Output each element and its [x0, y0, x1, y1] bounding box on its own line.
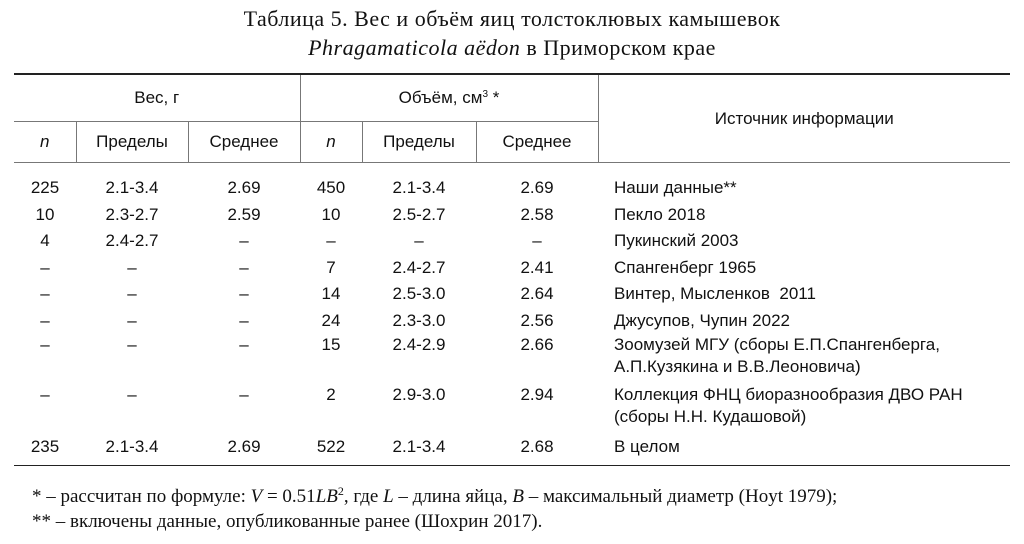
table-row [14, 228, 1010, 255]
volume-mean-cell: 2.66 [520, 335, 554, 354]
volume-n-cell: 24 [321, 310, 341, 330]
weight-n-cell: 225 [30, 178, 60, 197]
volume-range-cell: 2.9-3.0 [392, 385, 446, 404]
weight-n-cell: 10 [35, 204, 55, 224]
source-line2: (сборы Н.Н. Кудашовой) [614, 407, 807, 426]
table-row [14, 434, 1010, 465]
weight-mean-cell: – [239, 257, 249, 277]
weight-n-cell: 235 [14, 434, 76, 465]
weight-mean-cell: 2.69 [188, 434, 300, 465]
weight-range-cell: – [127, 257, 137, 277]
header-volume: Объём, $см^3$ * [300, 74, 598, 122]
weight-range-cell: – [127, 385, 137, 404]
volume-n-cell: – [326, 231, 336, 250]
weight-mean-cell: – [239, 284, 249, 303]
weight-n-cell: – [40, 335, 50, 354]
header-source: Источник информации [598, 74, 1010, 163]
source-cell: Винтер, Мысленков 2011 [614, 284, 816, 303]
source-cell: Пукинский 2003 [614, 231, 739, 250]
weight-range-cell: – [127, 335, 137, 354]
weight-n-cell: – [40, 284, 50, 303]
header-weight-mean: Среднее [188, 122, 300, 163]
table-row [14, 281, 1010, 308]
volume-n-cell: 10 [321, 204, 341, 224]
weight-mean-cell: – [239, 335, 249, 354]
volume-range-cell: 2.3-3.0 [392, 310, 446, 330]
source-cell: Джусупов, Чупин 2022 [614, 310, 790, 330]
header-volume-mean: Среднее [476, 122, 598, 163]
table-row [14, 202, 1010, 229]
volume-n-cell: 450 [316, 178, 346, 197]
volume-n-cell: 7 [326, 257, 336, 277]
table-row [14, 384, 1010, 434]
source-cell [598, 384, 1010, 434]
header-weight-n: n [14, 122, 76, 163]
table-row [14, 334, 1010, 384]
footnote-formula: * – рассчитан по формуле: $V = 0.51LB^2$, где L – длина яйца, B – максимальный диаметр (Hoyt 1979); [32, 484, 838, 507]
weight-mean-cell: 2.69 [227, 178, 261, 197]
table-caption-line1: Таблица 5. Вес и объём яиц толстоклювых камышевок [243, 6, 781, 31]
weight-range-cell: – [127, 310, 137, 330]
table-body [14, 163, 1010, 466]
volume-mean-cell: 2.64 [520, 284, 554, 303]
weight-range-cell: 2.4-2.7 [105, 231, 159, 250]
volume-mean-cell: 2.68 [476, 434, 598, 465]
volume-range-cell: – [414, 231, 424, 250]
volume-n-cell: 2 [326, 385, 336, 404]
weight-range-cell: 2.3-2.7 [105, 204, 159, 224]
table-row [14, 163, 1010, 202]
volume-range-cell: 2.5-2.7 [392, 204, 446, 224]
source-line1: Зоомузей МГУ (сборы Е.П.Спангенберга, [614, 335, 940, 354]
header-volume-range: Пределы [362, 122, 476, 163]
table-caption-line2 [0, 35, 1024, 61]
source-cell: Наши данные** [614, 178, 737, 197]
weight-mean-cell: 2.59 [227, 204, 261, 224]
volume-range-cell: 2.4-2.7 [392, 257, 446, 277]
header-weight-range: Пределы [76, 122, 188, 163]
volume-mean-cell: 2.69 [520, 178, 554, 197]
source-cell [598, 334, 1010, 384]
header-weight: Вес, г [14, 74, 300, 122]
volume-range-cell: 2.5-3.0 [392, 284, 446, 303]
weight-n-cell: – [40, 257, 50, 277]
volume-range-cell: 2.4-2.9 [392, 335, 446, 354]
weight-mean-cell: – [239, 231, 249, 250]
weight-range-cell: 2.1-3.4 [76, 434, 188, 465]
weight-n-cell: – [40, 310, 50, 330]
weight-range-cell: 2.1-3.4 [105, 178, 159, 197]
source-line2: А.П.Кузякина и В.В.Леоновича) [614, 357, 861, 376]
source-cell: В целом [598, 434, 1010, 465]
volume-n-cell: 15 [321, 335, 341, 354]
weight-n-cell: – [40, 385, 50, 404]
egg-data-table [14, 73, 1010, 466]
volume-mean-cell: 2.56 [520, 310, 554, 330]
volume-mean-cell: 2.94 [520, 385, 554, 404]
volume-mean-cell: 2.41 [520, 257, 554, 277]
volume-n-cell: 14 [321, 284, 341, 303]
footnote-published-data: ** – включены данные, опубликованные ранее (Шохрин 2017). [32, 511, 543, 532]
table-row [14, 255, 1010, 282]
weight-mean-cell: – [239, 310, 249, 330]
weight-range-cell: – [127, 284, 137, 303]
volume-n-cell: 522 [300, 434, 362, 465]
source-line1: Коллекция ФНЦ биоразнообразия ДВО РАН [614, 385, 963, 404]
table-row [14, 308, 1010, 335]
source-cell: Спангенберг 1965 [614, 257, 757, 277]
species-latin-name: Phragamaticola aëdon [308, 35, 521, 60]
weight-mean-cell: – [239, 385, 249, 404]
weight-n-cell: 4 [40, 231, 50, 250]
volume-mean-cell: 2.58 [520, 204, 554, 224]
source-cell: Пекло 2018 [614, 204, 706, 224]
volume-range-cell: 2.1-3.4 [392, 178, 446, 197]
volume-mean-cell: – [532, 231, 542, 250]
header-volume-n: n [300, 122, 362, 163]
volume-range-cell: 2.1-3.4 [362, 434, 476, 465]
table-caption-line2-rest: в Приморском крае [520, 35, 716, 60]
